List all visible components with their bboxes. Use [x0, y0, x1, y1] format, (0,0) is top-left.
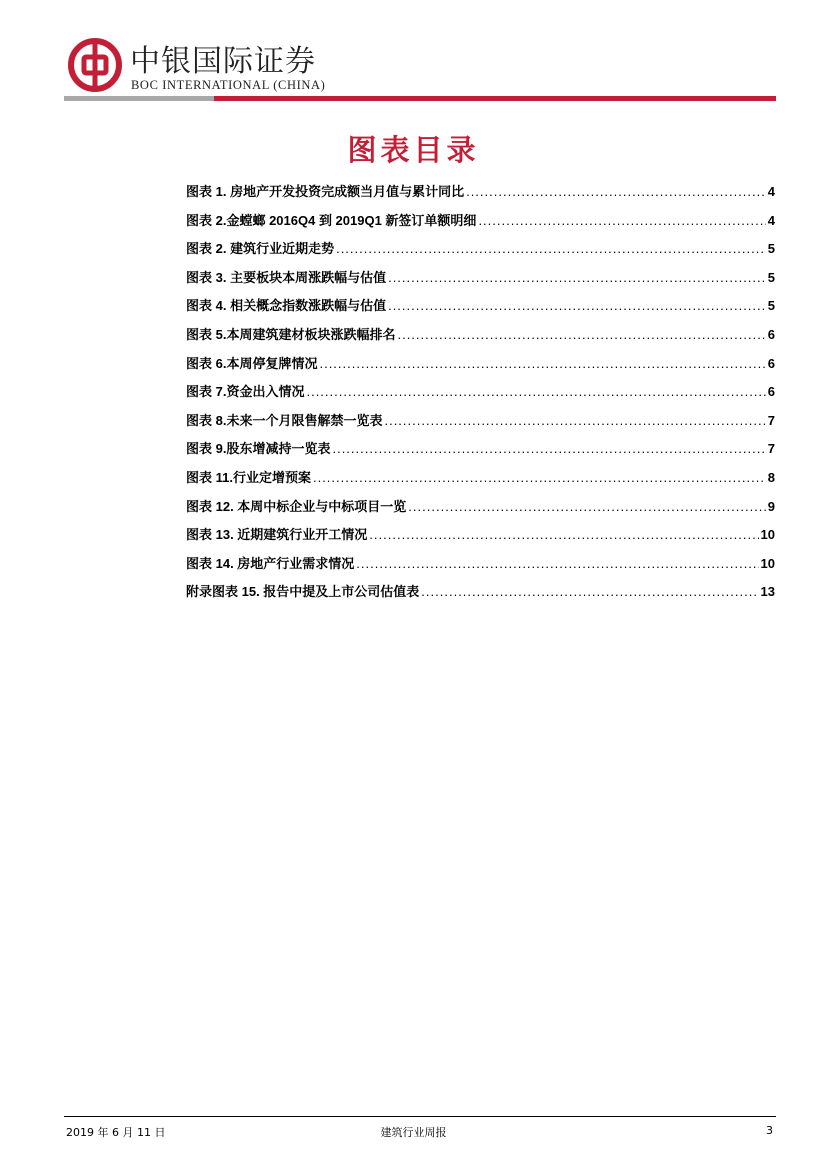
toc-entry-label: 图表 7.资金出入情况: [186, 384, 305, 400]
boc-logo-icon: [68, 38, 122, 92]
toc-entry[interactable]: [186, 581, 775, 610]
footer-date: 2019 年 6 月 11 日: [66, 1126, 166, 1139]
toc-leader-dots: [384, 413, 765, 428]
toc-entry-label: 图表 3. 主要板块本周涨跌幅与估值: [186, 269, 387, 285]
toc-leader-dots: [478, 213, 765, 228]
toc-entry-page: 5: [767, 241, 775, 257]
toc-entry-page: 10: [760, 527, 775, 543]
toc-entry-label: 附录图表 15. 报告中提及上市公司估值表: [186, 584, 420, 600]
toc-entry[interactable]: [186, 238, 775, 267]
toc-entry-label: 图表 2. 建筑行业近期走势: [186, 241, 335, 257]
toc-entry[interactable]: [186, 438, 775, 467]
toc-entry[interactable]: [186, 524, 775, 553]
toc-entry-label: 图表 12. 本周中标企业与中标项目一览: [186, 498, 407, 514]
toc-entry-label: 图表 1. 房地产开发投资完成额当月值与累计同比: [186, 184, 465, 199]
footer-page-number: 3: [766, 1124, 773, 1137]
toc-entry[interactable]: [186, 553, 775, 582]
toc-leader-dots: [466, 184, 766, 199]
toc-entry-page: 6: [767, 384, 775, 400]
toc-entry[interactable]: [186, 210, 775, 239]
page-header: [64, 38, 776, 102]
toc-entry-page: 5: [767, 269, 775, 285]
header-rule-red: [214, 96, 776, 101]
toc-leader-dots: [356, 556, 758, 571]
toc-entry[interactable]: [186, 467, 775, 496]
toc-leader-dots: [319, 356, 765, 371]
toc-leader-dots: [336, 241, 766, 256]
toc-entry-page: 7: [767, 412, 775, 428]
toc-entry[interactable]: [186, 410, 775, 439]
toc-entry[interactable]: [186, 353, 775, 382]
toc-entry-label: 图表 14. 房地产行业需求情况: [186, 555, 355, 571]
toc-entry-page: 6: [767, 355, 775, 371]
brand-name-cn: 中银国际证券: [130, 44, 316, 79]
toc-entry[interactable]: [186, 181, 775, 210]
toc-entry-label: 图表 11.行业定增预案: [186, 469, 311, 485]
toc-entry-page: 10: [760, 555, 775, 571]
toc-leader-dots: [397, 327, 765, 342]
toc-entry-page: 4: [767, 184, 775, 199]
table-of-figures: [186, 181, 775, 610]
toc-leader-dots: [388, 270, 766, 285]
toc-entry-label: 图表 6.本周停复牌情况: [186, 355, 318, 371]
toc-entry-label: 图表 4. 相关概念指数涨跌幅与估值: [186, 298, 387, 314]
toc-entry-label: 图表 5.本周建筑建材板块涨跌幅排名: [186, 326, 396, 342]
toc-entry-label: 图表 2.金螳螂 2016Q4 到 2019Q1 新签订单额明细: [186, 212, 477, 228]
toc-title: 图表目录: [347, 133, 480, 167]
toc-entry[interactable]: [186, 496, 775, 525]
toc-entry-label: 图表 9.股东增减持一览表: [186, 441, 331, 457]
toc-entry-page: 5: [767, 298, 775, 314]
toc-entry-page: 13: [760, 584, 775, 600]
toc-entry-page: 7: [767, 441, 775, 457]
toc-leader-dots: [313, 470, 766, 485]
toc-entry[interactable]: [186, 295, 775, 324]
toc-leader-dots: [306, 384, 765, 399]
toc-entry-label: 图表 13. 近期建筑行业开工情况: [186, 527, 368, 543]
toc-leader-dots: [369, 527, 758, 542]
toc-entry-page: 4: [767, 212, 775, 228]
toc-entry[interactable]: [186, 324, 775, 353]
header-rule-gray: [64, 96, 214, 101]
toc-entry-label: 图表 8.未来一个月限售解禁一览表: [186, 412, 383, 428]
toc-leader-dots: [388, 298, 766, 313]
toc-entry-page: 6: [767, 326, 775, 342]
toc-leader-dots: [408, 499, 765, 514]
toc-entry-page: 8: [767, 469, 775, 485]
toc-leader-dots: [421, 584, 758, 599]
brand-name-en: BOC INTERNATIONAL (CHINA): [131, 78, 326, 92]
footer-report-title: 建筑行业周报: [380, 1126, 447, 1139]
toc-entry[interactable]: [186, 267, 775, 296]
toc-entry[interactable]: [186, 381, 775, 410]
footer-rule: [64, 1116, 776, 1117]
toc-entry-page: 9: [767, 498, 775, 514]
toc-leader-dots: [332, 441, 765, 456]
